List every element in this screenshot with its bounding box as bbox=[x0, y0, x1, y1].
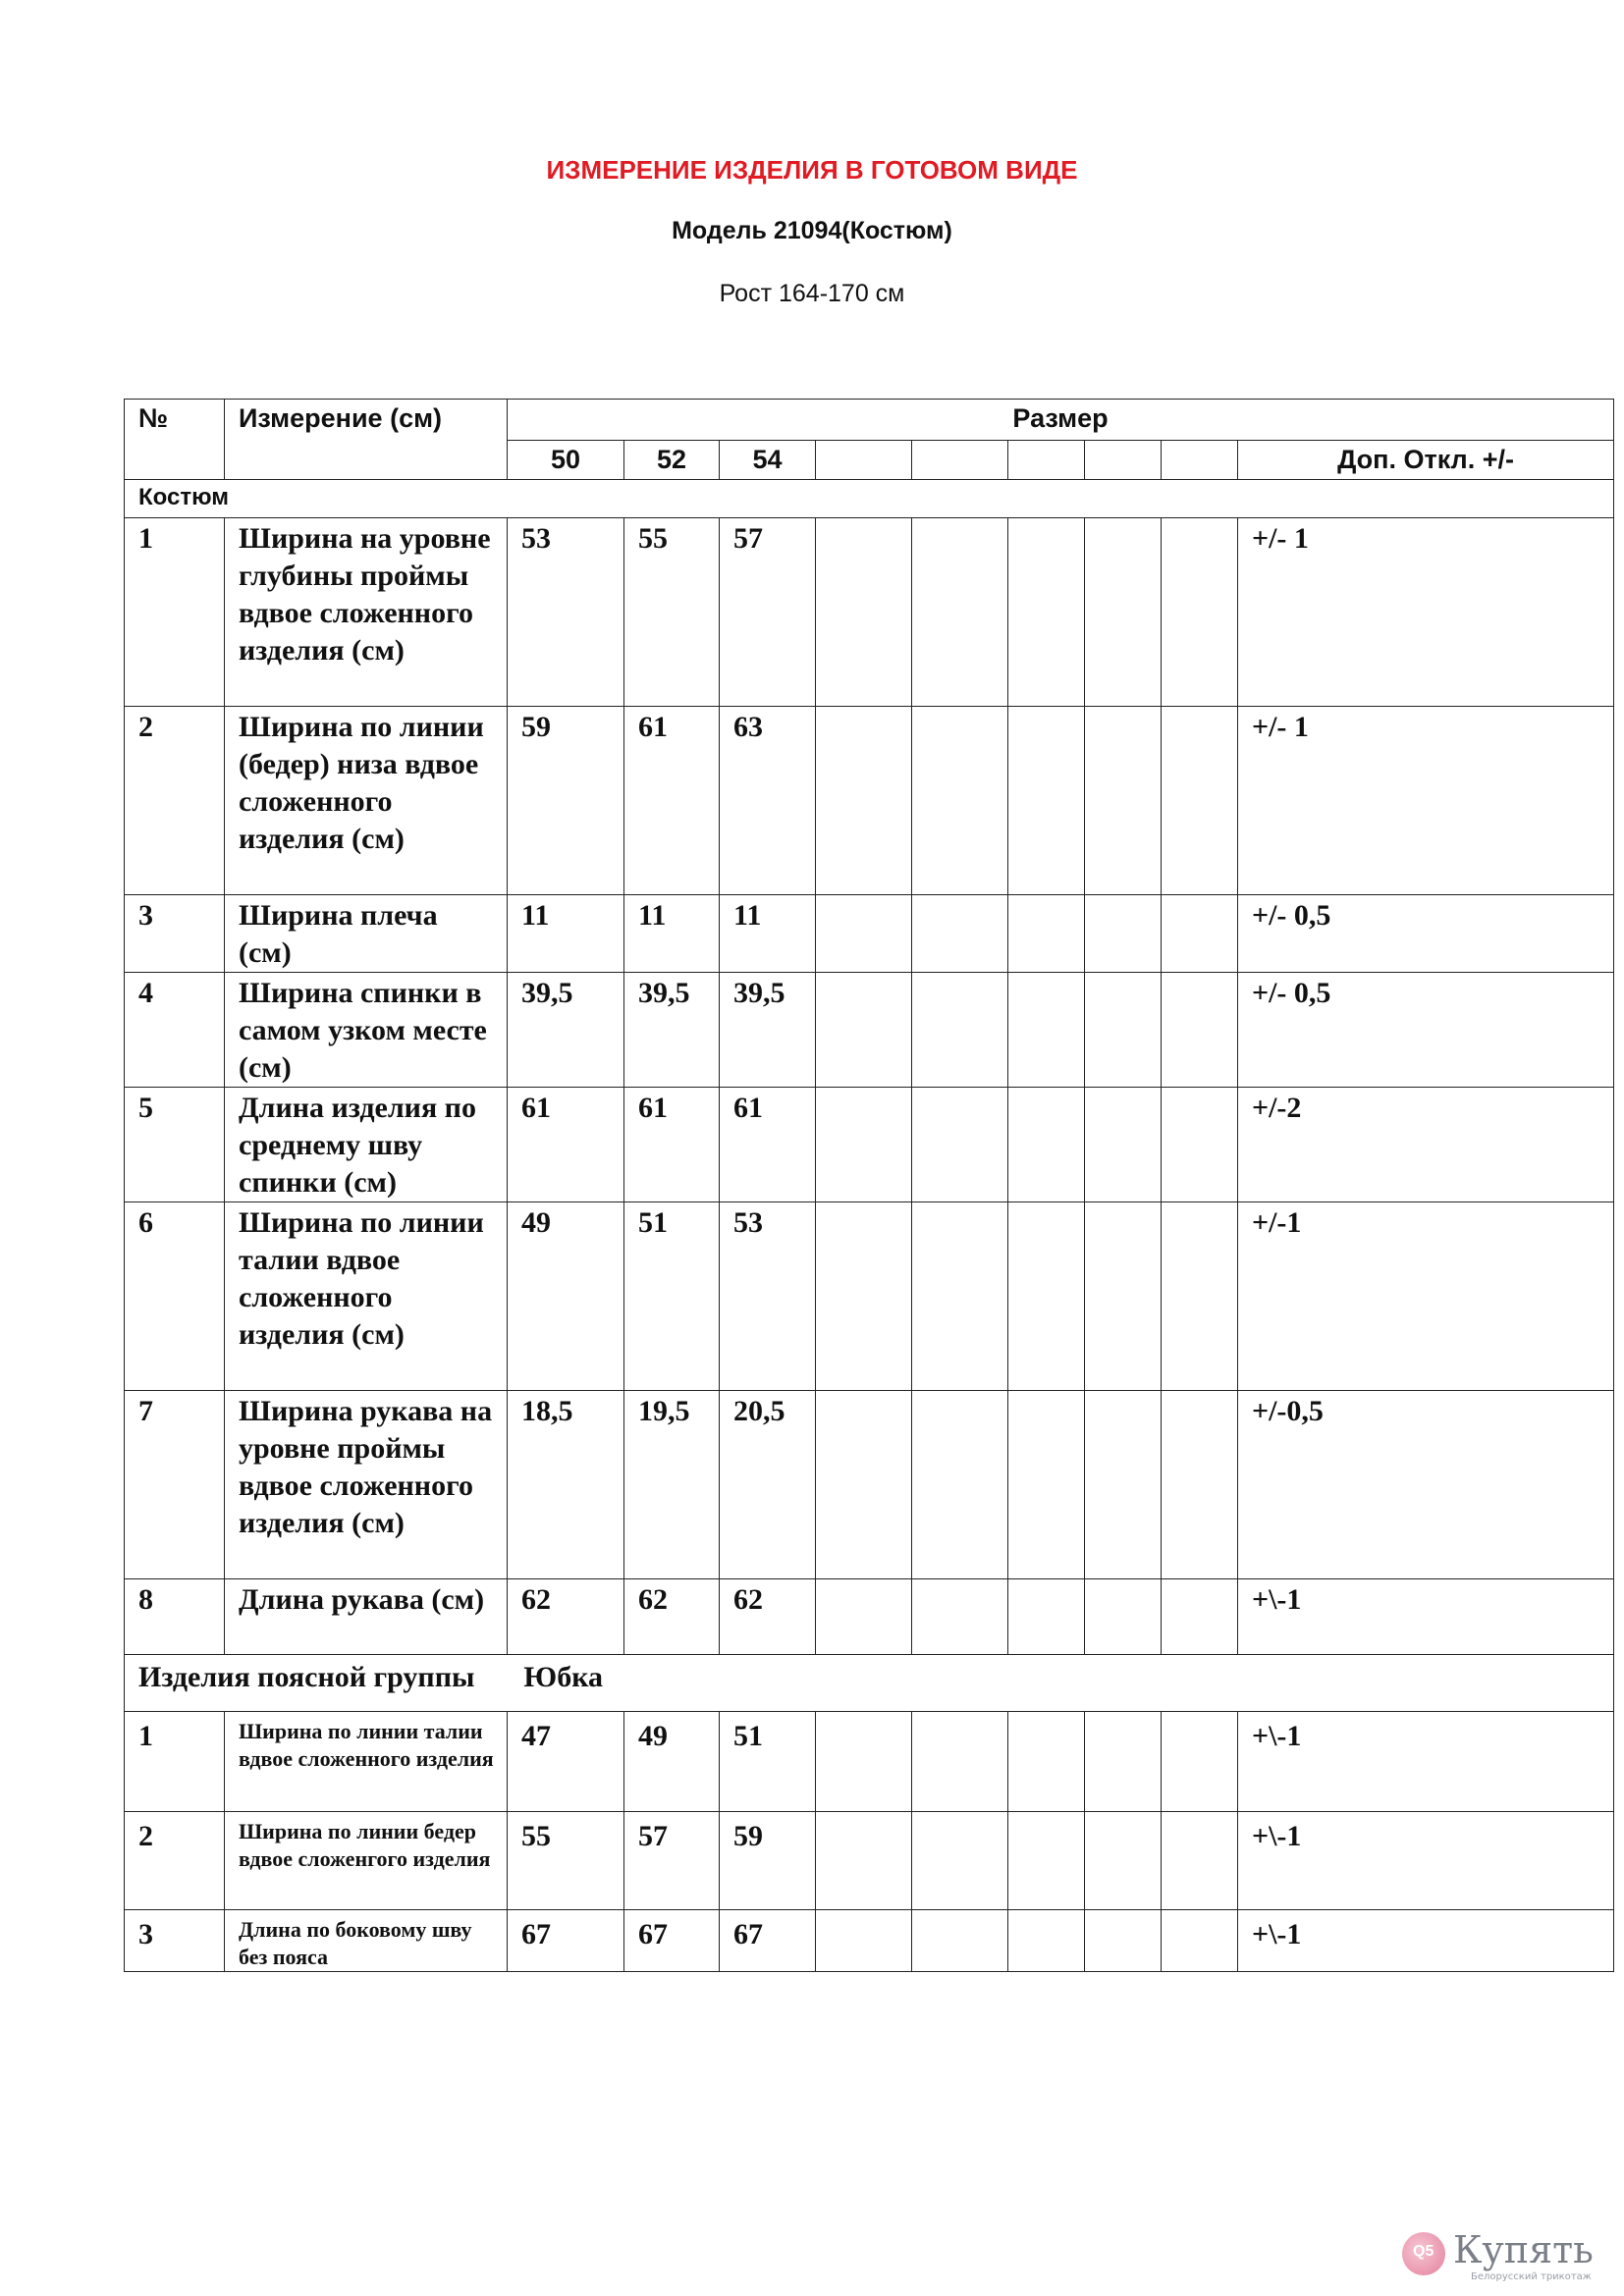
empty-cell bbox=[1085, 1202, 1162, 1391]
empty-cell bbox=[1008, 707, 1085, 895]
row-tolerance: +/- 1 bbox=[1238, 707, 1614, 895]
measurement-table bbox=[124, 399, 1614, 1972]
col-header-tolerance: Доп. Откл. +/- bbox=[1238, 441, 1614, 480]
empty-cell bbox=[1008, 895, 1085, 973]
watermark bbox=[1402, 2226, 1618, 2285]
empty-cell bbox=[816, 895, 912, 973]
row-value-54: 51 bbox=[720, 1712, 816, 1812]
row-value-54: 53 bbox=[720, 1202, 816, 1391]
row-measurement-name: Ширина по линии (бедер) низа вдвое сложенного изделия (см) bbox=[225, 707, 508, 895]
row-number: 2 bbox=[125, 707, 225, 895]
empty-cell bbox=[1008, 973, 1085, 1088]
row-value-54: 67 bbox=[720, 1910, 816, 1972]
empty-cell bbox=[816, 1391, 912, 1579]
empty-cell bbox=[1085, 1088, 1162, 1202]
model-number: Модель 21094(Костюм) bbox=[672, 217, 952, 244]
row-measurement-name: Ширина по линии талии вдвое сложенного изделия bbox=[225, 1712, 508, 1812]
empty-cell bbox=[1085, 1391, 1162, 1579]
row-tolerance: +/- 0,5 bbox=[1238, 973, 1614, 1088]
row-value-54: 39,5 bbox=[720, 973, 816, 1088]
empty-cell bbox=[816, 1088, 912, 1202]
height-range: Рост 164-170 см bbox=[719, 280, 905, 307]
row-measurement-name: Длина по боковому шву без пояса bbox=[225, 1910, 508, 1972]
empty-cell bbox=[1008, 1910, 1085, 1972]
section-title-waist-group bbox=[125, 1655, 1614, 1712]
empty-cell bbox=[1085, 1712, 1162, 1812]
row-value-54: 20,5 bbox=[720, 1391, 816, 1579]
empty-cell bbox=[912, 1202, 1008, 1391]
empty-cell bbox=[912, 518, 1008, 707]
row-value-50: 49 bbox=[508, 1202, 624, 1391]
row-measurement-name: Ширина по линии талии вдвое сложенного изделия (см) bbox=[225, 1202, 508, 1391]
empty-cell bbox=[816, 1910, 912, 1972]
row-value-54: 57 bbox=[720, 518, 816, 707]
row-value-50: 59 bbox=[508, 707, 624, 895]
empty-cell bbox=[1162, 518, 1238, 707]
row-value-50: 55 bbox=[508, 1812, 624, 1910]
row-measurement-name: Ширина спинки в самом узком месте (см) bbox=[225, 973, 508, 1088]
row-measurement-name: Ширина по линии бедер вдвое сложенгого изделия bbox=[225, 1812, 508, 1910]
empty-cell bbox=[1008, 1391, 1085, 1579]
row-tolerance: +\-1 bbox=[1238, 1712, 1614, 1812]
empty-cell bbox=[1008, 1202, 1085, 1391]
empty-cell bbox=[816, 707, 912, 895]
empty-cell bbox=[1162, 1812, 1238, 1910]
row-tolerance: +/- 0,5 bbox=[1238, 895, 1614, 973]
empty-cell bbox=[1008, 518, 1085, 707]
row-value-54: 61 bbox=[720, 1088, 816, 1202]
empty-cell bbox=[1085, 707, 1162, 895]
row-tolerance: +/- 1 bbox=[1238, 518, 1614, 707]
row-tolerance: +/-1 bbox=[1238, 1202, 1614, 1391]
row-value-52: 67 bbox=[624, 1910, 720, 1972]
row-measurement-name: Ширина плеча (см) bbox=[225, 895, 508, 973]
table-row bbox=[125, 973, 1614, 1088]
empty-cell bbox=[816, 518, 912, 707]
section-item-label: Юбка bbox=[523, 1661, 604, 1693]
size-54: 54 bbox=[720, 441, 816, 480]
empty-cell bbox=[1085, 973, 1162, 1088]
row-number: 4 bbox=[125, 973, 225, 1088]
row-tolerance: +/-2 bbox=[1238, 1088, 1614, 1202]
empty-cell bbox=[1162, 1088, 1238, 1202]
empty-cell bbox=[912, 973, 1008, 1088]
skirt-rows bbox=[125, 1712, 1614, 1972]
row-number: 6 bbox=[125, 1202, 225, 1391]
row-measurement-name: Ширина на уровне глубины проймы вдвое сложенного изделия (см) bbox=[225, 518, 508, 707]
empty-cell bbox=[1162, 1579, 1238, 1655]
empty-cell bbox=[1085, 1579, 1162, 1655]
row-tolerance: +/-0,5 bbox=[1238, 1391, 1614, 1579]
row-value-52: 61 bbox=[624, 1088, 720, 1202]
row-measurement-name: Ширина рукава на уровне проймы вдвое сложенного изделия (см) bbox=[225, 1391, 508, 1579]
empty-cell bbox=[816, 1202, 912, 1391]
row-value-52: 57 bbox=[624, 1812, 720, 1910]
row-value-50: 18,5 bbox=[508, 1391, 624, 1579]
row-value-52: 62 bbox=[624, 1579, 720, 1655]
table-row bbox=[125, 1202, 1614, 1391]
empty-cell bbox=[912, 441, 1008, 480]
row-value-52: 61 bbox=[624, 707, 720, 895]
row-value-50: 47 bbox=[508, 1712, 624, 1812]
table-row bbox=[125, 1391, 1614, 1579]
empty-cell bbox=[912, 1579, 1008, 1655]
empty-cell bbox=[912, 707, 1008, 895]
row-value-54: 11 bbox=[720, 895, 816, 973]
row-number: 8 bbox=[125, 1579, 225, 1655]
row-value-54: 59 bbox=[720, 1812, 816, 1910]
empty-cell bbox=[816, 1712, 912, 1812]
row-number: 7 bbox=[125, 1391, 225, 1579]
empty-cell bbox=[816, 1812, 912, 1910]
table-row bbox=[125, 707, 1614, 895]
row-value-54: 62 bbox=[720, 1579, 816, 1655]
empty-cell bbox=[912, 1088, 1008, 1202]
row-tolerance: +\-1 bbox=[1238, 1579, 1614, 1655]
empty-cell bbox=[1085, 518, 1162, 707]
table-row bbox=[125, 1088, 1614, 1202]
watermark-logo-icon bbox=[1402, 2232, 1445, 2275]
empty-cell bbox=[1085, 1812, 1162, 1910]
row-value-52: 11 bbox=[624, 895, 720, 973]
row-value-50: 62 bbox=[508, 1579, 624, 1655]
empty-cell bbox=[912, 1391, 1008, 1579]
suit-rows bbox=[125, 518, 1614, 1655]
empty-cell bbox=[1162, 441, 1238, 480]
empty-cell bbox=[816, 973, 912, 1088]
col-header-number: № bbox=[125, 400, 225, 480]
section-header bbox=[125, 480, 1614, 518]
row-measurement-name: Длина изделия по среднему шву спинки (см) bbox=[225, 1088, 508, 1202]
row-value-52: 19,5 bbox=[624, 1391, 720, 1579]
row-measurement-name: Длина рукава (см) bbox=[225, 1579, 508, 1655]
row-value-52: 55 bbox=[624, 518, 720, 707]
table-row bbox=[125, 518, 1614, 707]
empty-cell bbox=[1008, 1579, 1085, 1655]
empty-cell bbox=[1085, 1910, 1162, 1972]
empty-cell bbox=[1162, 1202, 1238, 1391]
empty-cell bbox=[816, 1579, 912, 1655]
section-group-label: Изделия поясной группы bbox=[138, 1661, 475, 1693]
table-row bbox=[125, 1712, 1614, 1812]
row-number: 1 bbox=[125, 518, 225, 707]
empty-cell bbox=[912, 1712, 1008, 1812]
empty-cell bbox=[912, 895, 1008, 973]
size-52: 52 bbox=[624, 441, 720, 480]
row-tolerance: +\-1 bbox=[1238, 1910, 1614, 1972]
document-title: ИЗМЕРЕНИЕ ИЗДЕЛИЯ В ГОТОВОМ ВИДЕ bbox=[546, 155, 1078, 185]
empty-cell bbox=[1008, 441, 1085, 480]
table-row bbox=[125, 1579, 1614, 1655]
col-header-size: Размер bbox=[508, 400, 1614, 441]
col-header-measurement: Измерение (см) bbox=[225, 400, 508, 480]
row-value-50: 61 bbox=[508, 1088, 624, 1202]
empty-cell bbox=[1008, 1712, 1085, 1812]
row-number: 3 bbox=[125, 1910, 225, 1972]
size-50: 50 bbox=[508, 441, 624, 480]
row-number: 2 bbox=[125, 1812, 225, 1910]
empty-cell bbox=[1162, 707, 1238, 895]
empty-cell bbox=[1162, 1712, 1238, 1812]
row-number: 1 bbox=[125, 1712, 225, 1812]
section-header bbox=[125, 1655, 1614, 1712]
row-number: 3 bbox=[125, 895, 225, 973]
row-number: 5 bbox=[125, 1088, 225, 1202]
header-row bbox=[125, 400, 1614, 441]
row-value-50: 39,5 bbox=[508, 973, 624, 1088]
empty-cell bbox=[1085, 895, 1162, 973]
empty-cell bbox=[1008, 1088, 1085, 1202]
row-value-50: 11 bbox=[508, 895, 624, 973]
row-tolerance: +\-1 bbox=[1238, 1812, 1614, 1910]
empty-cell bbox=[1085, 441, 1162, 480]
empty-cell bbox=[1008, 1812, 1085, 1910]
section-title-suit: Костюм bbox=[125, 480, 1614, 518]
empty-cell bbox=[912, 1910, 1008, 1972]
empty-cell bbox=[816, 441, 912, 480]
watermark-name: Купять bbox=[1453, 2228, 1594, 2271]
row-value-50: 53 bbox=[508, 518, 624, 707]
row-value-54: 63 bbox=[720, 707, 816, 895]
empty-cell bbox=[1162, 1910, 1238, 1972]
row-value-52: 39,5 bbox=[624, 973, 720, 1088]
table-row bbox=[125, 1910, 1614, 1972]
row-value-52: 51 bbox=[624, 1202, 720, 1391]
empty-cell bbox=[1162, 895, 1238, 973]
watermark-subtitle: Белорусский трикотаж bbox=[1471, 2271, 1592, 2282]
empty-cell bbox=[912, 1812, 1008, 1910]
row-value-52: 49 bbox=[624, 1712, 720, 1812]
table-row bbox=[125, 1812, 1614, 1910]
empty-cell bbox=[1162, 973, 1238, 1088]
row-value-50: 67 bbox=[508, 1910, 624, 1972]
watermark-logo-text: Q5 bbox=[1413, 2243, 1435, 2260]
table-row bbox=[125, 895, 1614, 973]
empty-cell bbox=[1162, 1391, 1238, 1579]
